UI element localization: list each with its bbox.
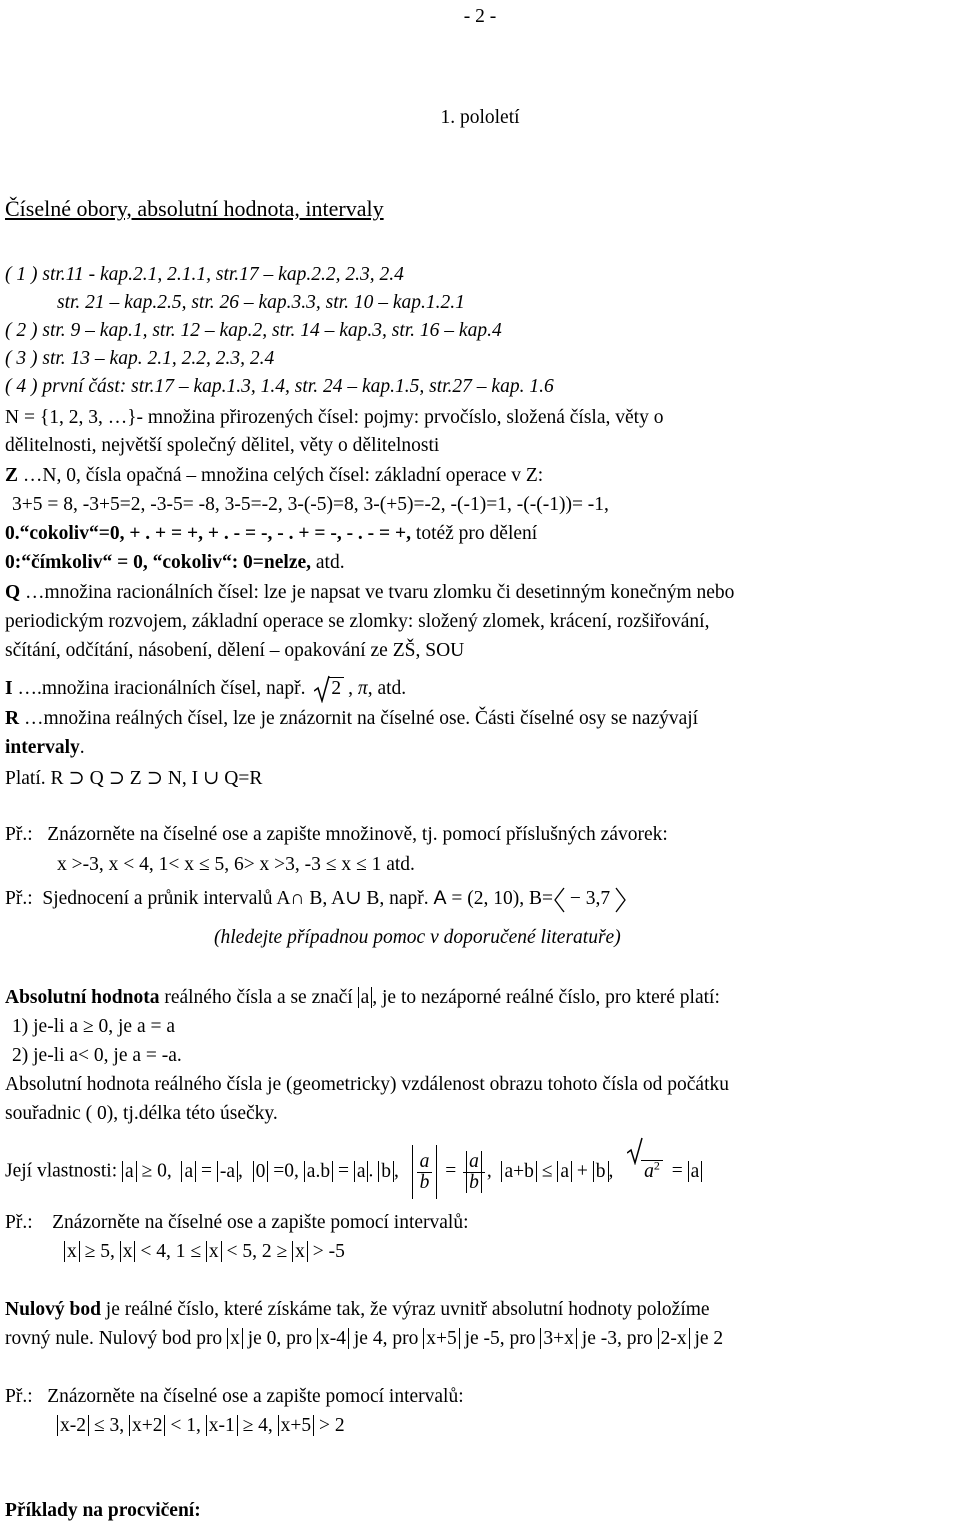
inclusion-set-z: Z xyxy=(129,768,142,789)
abs-x: x xyxy=(227,1328,243,1349)
superset-icon: ⊃ xyxy=(108,768,125,789)
prop-plus: + xyxy=(572,1160,593,1182)
ineq-3: < 5, 2 ≥ xyxy=(221,1241,293,1262)
rationals-symbol: Q xyxy=(5,582,21,603)
abs-x: x xyxy=(206,1241,222,1262)
abs-x: x xyxy=(292,1241,308,1262)
inclusion-chain xyxy=(5,766,262,792)
integers-def-text: …N, 0, čísla opačná – množina celých čísel: základní operace v Z: xyxy=(18,465,544,486)
zero-point-text-b: je 0, pro xyxy=(242,1328,318,1349)
abs-2-minus-x: 2-x xyxy=(658,1328,690,1349)
integers-def xyxy=(5,463,543,489)
prop-dot: . xyxy=(368,1160,379,1182)
prop-eq: = xyxy=(196,1160,217,1182)
zero-point-examples xyxy=(5,1326,723,1352)
integer-operations: 3+5 = 8, -3+5=2, -3-5= -8, 3-5=-2, 3-(-5)=8, 3-(+5)=-2, -(-1)=1, -(-(-1))= -1, xyxy=(12,494,609,515)
ineq-2: < 1, xyxy=(165,1415,206,1436)
section-label: 1. pololetí xyxy=(440,107,520,128)
example-3-label: Př.: xyxy=(5,1212,33,1233)
example-1-label: Př.: xyxy=(5,824,33,845)
prop-nonneg: ≥ 0, xyxy=(136,1160,177,1182)
sign-rules-note: totéž pro dělení xyxy=(411,523,538,544)
rationals-def-2: periodickým rozvojem, základní operace se zlomky: složený zlomek, krácení, rozšiřování, xyxy=(5,611,710,632)
zero-point-def xyxy=(5,1297,710,1323)
rationals-def-text: …množina racionálních čísel: lze je napsat ve tvaru zlomku či desetinným konečným nebo xyxy=(20,582,735,603)
sqrt-a-squared xyxy=(627,1138,663,1199)
example-2-text-d: = (2, 10), B= xyxy=(446,888,554,909)
example-4-text: Znázorněte na číselné ose a zapište pomocí intervalů: xyxy=(47,1386,464,1407)
set-a-symbol: A xyxy=(433,887,447,909)
zero-rules: 0:“čímkoliv“ = 0, “cokoliv“: 0=nelze, xyxy=(5,552,312,573)
abs-x-minus-4: x-4 xyxy=(317,1328,349,1349)
sqrt-two-radicand: 2 xyxy=(328,677,344,699)
zero-point-def-text: je reálné číslo, které získáme tak, že výraz uvnitř absolutní hodnoty položíme xyxy=(100,1299,710,1320)
abs-a: a xyxy=(122,1161,137,1182)
abs-value-def-end: , je to nezáporné reálné číslo, pro které platí: xyxy=(372,987,720,1008)
abs-minus-a: -a xyxy=(217,1161,238,1182)
union-icon: ∪ xyxy=(345,888,362,909)
example-1 xyxy=(5,822,668,848)
properties-label: Její vlastnosti: xyxy=(5,1160,122,1182)
example-2 xyxy=(5,885,627,913)
practice-heading: Příklady na procvičení: xyxy=(5,1500,201,1521)
abs-denominator: b xyxy=(466,1172,482,1193)
example-4 xyxy=(5,1384,464,1410)
abs-b: b xyxy=(593,1161,609,1182)
left-angle-icon xyxy=(553,887,565,913)
example-2-label: Př.: xyxy=(5,888,33,909)
ref-line-3: ( 2 ) str. 9 – kap.1, str. 12 – kap.2, str. 14 – kap.3, str. 16 – kap.4 xyxy=(5,320,502,341)
abs-zero: 0 xyxy=(253,1161,269,1182)
example-3-items xyxy=(64,1239,345,1265)
abs-a: a xyxy=(557,1161,572,1182)
example-4-label: Př.: xyxy=(5,1386,33,1407)
abs-x-minus-1: x-1 xyxy=(206,1415,238,1436)
inclusion-set-n-i: N, I xyxy=(167,768,199,789)
abs-rule-1: 1) je-li a ≥ 0, je a = a xyxy=(12,1016,176,1037)
example-2-text-b: B, A xyxy=(304,888,346,909)
example-3-text: Znázorněte na číselné ose a zapište pomocí intervalů: xyxy=(52,1212,469,1233)
abs-value-def xyxy=(5,985,720,1011)
sqrt-sign-icon xyxy=(627,1135,643,1165)
integer-operations-2 xyxy=(5,521,537,547)
literature-hint: (hledejte případnou pomoc v doporučené literatuře) xyxy=(214,927,621,948)
natural-numbers-def-2: dělitelnosti, největší společný dělitel, věty o dělitelnosti xyxy=(5,435,440,456)
ref-line-1: ( 1 ) str.11 - kap.2.1, 2.1.1, str.17 – kap.2.2, 2.3, 2.4 xyxy=(5,264,404,285)
abs-b: b xyxy=(378,1161,394,1182)
ineq-1: ≤ 3, xyxy=(89,1415,129,1436)
abs-a: a xyxy=(688,1161,703,1182)
intervals-term: intervaly xyxy=(5,737,80,758)
reals-def-2 xyxy=(5,735,85,761)
abs-value-def-text: reálného čísla a se značí xyxy=(159,987,358,1008)
inclusion-label: Platí. R xyxy=(5,768,64,789)
example-1-text: Znázorněte na číselné ose a zapište množinově, tj. pomocí příslušných závorek: xyxy=(47,824,668,845)
ref-line-4: ( 3 ) str. 13 – kap. 2.1, 2.2, 2.3, 2.4 xyxy=(5,348,275,369)
abs-x-plus-5: x+5 xyxy=(278,1415,315,1436)
abs-a: a xyxy=(181,1161,196,1182)
sqrt-radicand xyxy=(641,1160,663,1182)
reals-def-text: …množina reálných čísel, lze je znázornit na číselné ose. Části číselné osy se nazývají xyxy=(19,708,699,729)
irrationals-def: I ….množina iracionálních čísel, např. 2 , π, atd. xyxy=(5,676,406,702)
abs-fraction xyxy=(412,1145,438,1199)
irrationals-def-end: , atd. xyxy=(367,678,407,699)
abs-geometric-def-2: souřadnic ( 0), tj.délka této úsečky. xyxy=(5,1103,278,1124)
fraction-numerator: a xyxy=(417,1152,433,1173)
abs-a: a xyxy=(354,1161,369,1182)
prop-eq: = xyxy=(333,1160,354,1182)
natural-numbers-def: N = {1, 2, 3, …}- množina přirozených čísel: pojmy: prvočíslo, složená čísla, věty o xyxy=(5,407,664,428)
abs-value-term: Absolutní hodnota xyxy=(5,987,160,1008)
prop-eq: = xyxy=(666,1160,688,1182)
pi-symbol: π xyxy=(357,678,368,699)
ineq-3: ≥ 4, xyxy=(237,1415,278,1436)
fraction-of-abs xyxy=(463,1152,485,1193)
abs-properties: Její vlastnosti: a ≥ 0, a = -a , 0 =0, a.b = a . b , $\frac{a}{b}$ = $\frac{a}{b}$ , a+b ≤ a + b , $a^2 = a$ xyxy=(5,1138,702,1199)
fraction-denominator: b xyxy=(419,1172,430,1194)
example-2-text: Sjednocení a průnik intervalů A xyxy=(42,888,291,909)
ineq-4: > 2 xyxy=(314,1415,345,1436)
zero-point-text-a: rovný nule. Nulový bod pro xyxy=(5,1328,228,1349)
inclusion-set-qr: Q=R xyxy=(224,768,263,789)
ineq-4: > -5 xyxy=(307,1241,345,1262)
right-angle-icon xyxy=(615,887,627,913)
interval-bounds: − 3,7 xyxy=(565,888,616,909)
zero-point-text-f: je 2 xyxy=(689,1328,724,1349)
abs-rule-2: 2) je-li a< 0, je a = -a. xyxy=(12,1045,182,1066)
ref-line-2: str. 21 – kap.2.5, str. 26 – kap.3.3, str. 10 – kap.1.2.1 xyxy=(57,292,465,313)
abs-x-plus-2: x+2 xyxy=(129,1415,166,1436)
abs-sum: a+b xyxy=(501,1161,536,1182)
sqrt-sign-icon xyxy=(314,673,330,703)
rationals-def xyxy=(5,580,734,606)
abs-geometric-def: Absolutní hodnota reálného čísla je (geometricky) vzdálenost obrazu tohoto čísla od počátku xyxy=(5,1074,729,1095)
reals-def-2-end: . xyxy=(79,737,85,758)
inclusion-set-q: Q xyxy=(89,768,104,789)
example-3 xyxy=(5,1210,469,1236)
prop-zero: =0, xyxy=(268,1160,304,1182)
zero-point-term: Nulový bod xyxy=(5,1299,101,1320)
prop-le: ≤ xyxy=(536,1160,558,1182)
example-4-items xyxy=(57,1413,345,1439)
abs-x: x xyxy=(120,1241,136,1262)
zero-point-text-d: je -5, pro xyxy=(459,1328,541,1349)
page-number: - 2 - xyxy=(463,6,497,27)
ineq-2: < 4, 1 ≤ xyxy=(135,1241,206,1262)
abs-x: x xyxy=(64,1241,80,1262)
sqrt-two xyxy=(314,676,344,702)
ref-line-5: ( 4 ) první část: str.17 – kap.1.3, 1.4, str. 24 – kap.1.5, str.27 – kap. 1.6 xyxy=(5,376,554,397)
superset-icon: ⊃ xyxy=(146,768,163,789)
superset-icon: ⊃ xyxy=(68,768,85,789)
abs-3-plus-x: 3+x xyxy=(540,1328,577,1349)
example-1-items: x >-3, x < 4, 1< x ≤ 5, 6> x >3, -3 ≤ x ≤ 1 atd. xyxy=(57,854,415,875)
abs-x-plus-5: x+5 xyxy=(423,1328,460,1349)
zero-rules-end: atd. xyxy=(311,552,345,573)
zero-point-text-c: je 4, pro xyxy=(349,1328,424,1349)
irrationals-symbol: I xyxy=(5,678,13,699)
abs-ab: a.b xyxy=(304,1161,333,1182)
irrationals-def-text: ….množina iracionálních čísel, např. xyxy=(12,678,306,699)
integer-operations-3 xyxy=(5,550,345,576)
abs-numerator: a xyxy=(466,1151,482,1172)
reals-symbol: R xyxy=(5,708,20,729)
sqrt-exponent: 2 xyxy=(653,1158,660,1172)
sqrt-base: a xyxy=(644,1160,654,1182)
union-icon: ∪ xyxy=(203,768,220,789)
page-title: Číselné obory, absolutní hodnota, intervaly xyxy=(5,196,384,221)
abs-x-minus-2: x-2 xyxy=(57,1415,89,1436)
zero-point-text-e: je -3, pro xyxy=(576,1328,658,1349)
sign-rules: 0.“cokoliv“=0, + . + = +, + . - = -, - . + = -, - . - = +, xyxy=(5,523,412,544)
abs-a-symbol: a xyxy=(358,987,373,1008)
example-2-text-c: B, např. xyxy=(361,888,434,909)
integers-symbol: Z xyxy=(5,465,19,486)
intersection-icon: ∩ xyxy=(290,888,305,909)
ineq-1: ≥ 5, xyxy=(79,1241,120,1262)
closed-interval xyxy=(553,886,627,913)
rationals-def-3: sčítání, odčítání, násobení, dělení – opakování ze ZŠ, SOU xyxy=(5,640,465,661)
reals-def xyxy=(5,706,698,732)
